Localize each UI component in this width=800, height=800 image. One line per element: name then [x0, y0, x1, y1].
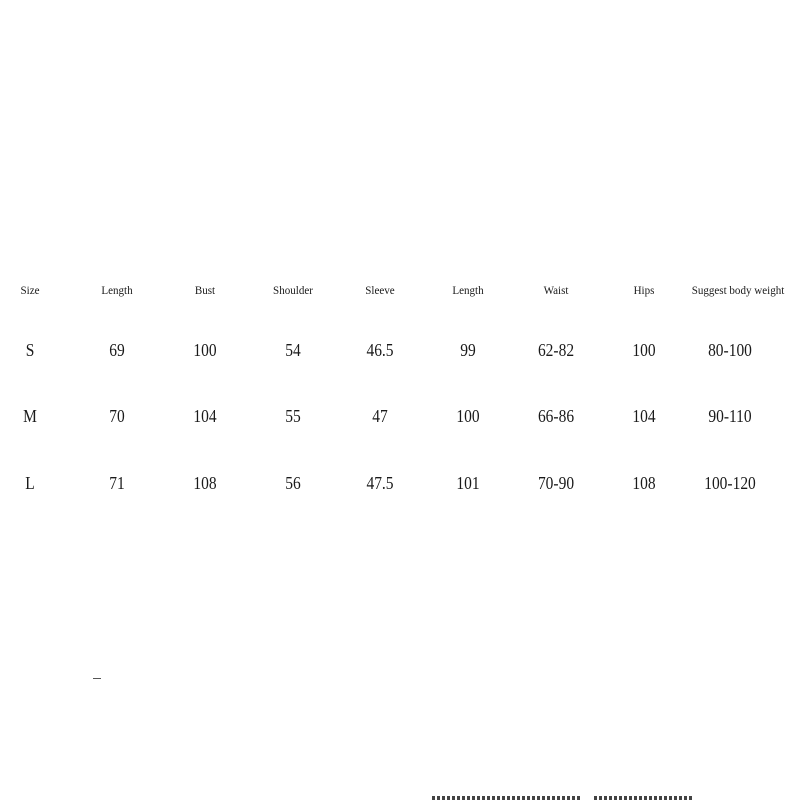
cropped-text-fragment	[594, 796, 692, 800]
header-bust: Bust	[194, 283, 216, 297]
table-cell: 108	[193, 473, 217, 493]
table-cell: 69	[109, 340, 125, 360]
table-cell: 80-100	[708, 340, 752, 360]
header-hips: Hips	[633, 283, 655, 297]
stray-mark	[93, 678, 101, 679]
header-shoulder: Shoulder	[273, 283, 313, 297]
table-cell: 99	[460, 340, 476, 360]
table-cell: 70-90	[537, 473, 575, 493]
table-cell: S	[25, 340, 35, 360]
table-cell: 47.5	[366, 473, 394, 493]
table-cell: 56	[285, 473, 301, 493]
table-cell: 100	[193, 340, 217, 360]
table-cell: 66-86	[537, 406, 575, 426]
header-waist: Waist	[543, 283, 569, 297]
table-cell: 100-120	[704, 473, 756, 493]
table-cell: 54	[285, 340, 301, 360]
table-cell: 100	[632, 340, 656, 360]
table-cell: 70	[109, 406, 125, 426]
table-cell: L	[25, 473, 35, 493]
cropped-text-fragment	[432, 796, 580, 800]
header-top-length: Length	[101, 283, 133, 297]
table-cell: 101	[456, 473, 480, 493]
header-bottom-length: Length	[452, 283, 484, 297]
table-cell: 104	[193, 406, 217, 426]
table-cell: 46.5	[366, 340, 394, 360]
header-sleeve: Sleeve	[365, 283, 395, 297]
table-cell: 104	[632, 406, 656, 426]
header-suggest-body-weight: Suggest body weight	[691, 283, 785, 297]
table-cell: M	[23, 406, 37, 426]
table-cell: 100	[456, 406, 480, 426]
table-cell: 62-82	[537, 340, 575, 360]
header-size: Size	[20, 283, 40, 297]
table-cell: 108	[632, 473, 656, 493]
table-cell: 47	[372, 406, 388, 426]
table-cell: 71	[109, 473, 125, 493]
table-cell: 90-110	[708, 406, 752, 426]
table-cell: 55	[285, 406, 301, 426]
